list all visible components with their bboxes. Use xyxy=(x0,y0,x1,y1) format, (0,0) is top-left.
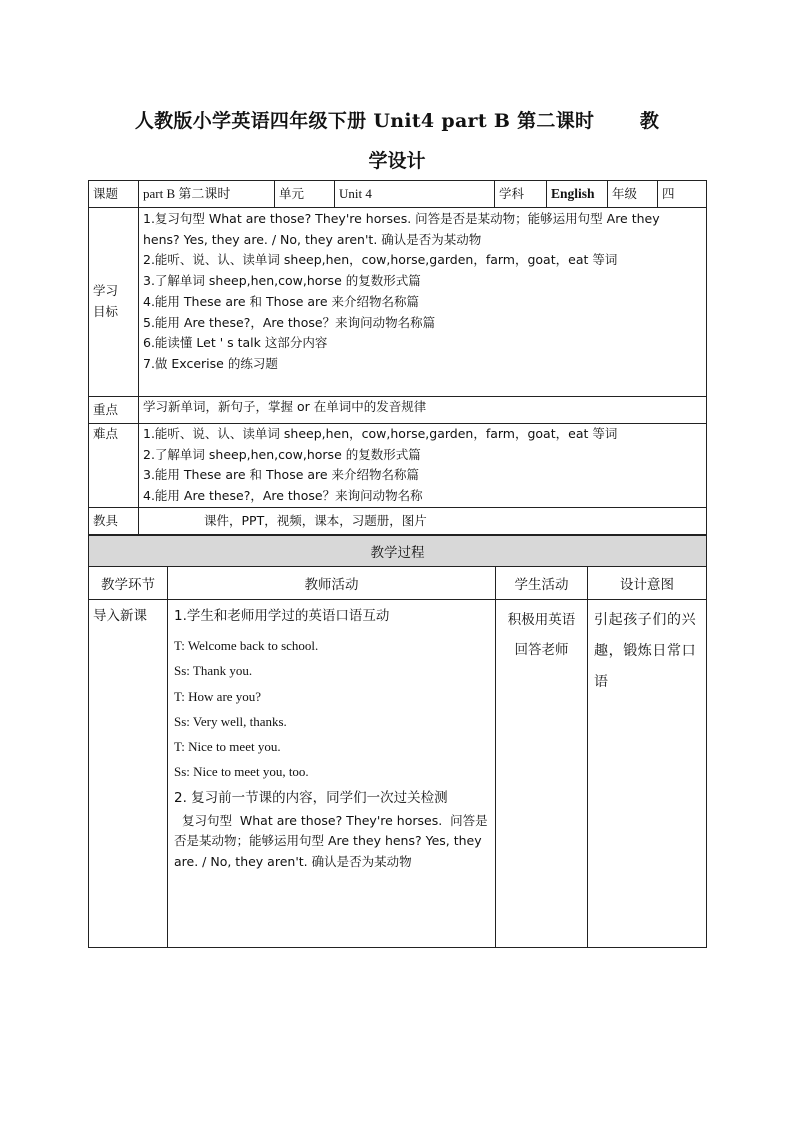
header-intent: 设计意图 xyxy=(588,567,707,600)
goals-label xyxy=(89,208,139,397)
unit-label: 单元 xyxy=(275,181,335,208)
dialogue-line: Ss: Very well, thanks. xyxy=(174,713,287,729)
grade-label: 年级 xyxy=(608,181,658,208)
difficult-line: 3.能用 These are 和 Those are 来介绍物名称篇 xyxy=(143,467,420,483)
review-line: 复习句型 What are those? They're horses. 问答是 xyxy=(174,812,488,828)
difficult-label: 难点 xyxy=(89,424,139,508)
goals-label-line-2: 目标 xyxy=(93,304,119,319)
dialogue-line: T: Welcome back to school. xyxy=(174,638,319,653)
tools-label: 教具 xyxy=(89,508,139,535)
header-student: 学生活动 xyxy=(496,567,588,600)
tools-value: 课件，PPT，视频，课本，习题册，图片 xyxy=(139,508,707,535)
student-activity-cell xyxy=(496,600,588,948)
intent-line: 趣，锻炼日常口 xyxy=(594,643,697,659)
goal-line: 6.能读懂 Let ' s talk 这部分内容 xyxy=(143,335,328,351)
intent-line: 引起孩子们的兴 xyxy=(594,612,697,628)
document-title-line-1: 人教版小学英语四年级下册 Unit4 part B 第二课时 教 xyxy=(134,110,660,132)
intent-line: 语 xyxy=(594,674,609,690)
difficult-content xyxy=(139,424,707,508)
goals-label-line-1: 学习 xyxy=(93,283,119,299)
goal-line: 4.能用 These are 和 Those are 来介绍物名称篇 xyxy=(143,293,420,309)
difficult-line: 2.了解单词 sheep,hen,cow,horse 的复数形式篇 xyxy=(143,446,421,462)
goal-line: 3.了解单词 sheep,hen,cow,horse 的复数形式篇 xyxy=(143,273,421,289)
dialogue-line: Ss: Thank you. xyxy=(174,663,253,679)
design-intent-cell xyxy=(588,600,707,948)
document-title-line-2: 学设计 xyxy=(368,150,426,172)
info-row-goals xyxy=(89,208,707,397)
info-row-difficult xyxy=(89,424,707,508)
goals-content xyxy=(139,208,707,397)
process-banner: 教学过程 xyxy=(89,536,707,567)
dialogue-line: Ss: Nice to meet you, too. xyxy=(174,764,309,780)
dialogue-line: T: Nice to meet you. xyxy=(174,739,281,755)
goal-line: 5.能用 Are these?，Are those？来询问动物名称篇 xyxy=(143,314,436,330)
teacher-step-1: 1.学生和老师用学过的英语口语互动 xyxy=(174,608,390,624)
student-line: 积极用英语 xyxy=(507,612,576,628)
teacher-activity-cell xyxy=(168,600,496,948)
goal-line: hens? Yes, they are. / No, they aren't. 确认是否为某动物 xyxy=(143,231,482,247)
student-line: 回答老师 xyxy=(514,642,569,658)
stage-cell: 导入新课 xyxy=(89,600,168,948)
subject-label: 学科 xyxy=(495,181,547,208)
review-line: are. / No, they aren't. 确认是否为某动物 xyxy=(174,853,412,869)
lesson-info-table xyxy=(88,180,707,535)
course-value: part B 第二课时 xyxy=(139,181,275,208)
info-row-key xyxy=(89,397,707,424)
process-banner-row xyxy=(89,536,707,567)
goal-line: 2.能听、说、认、读单词 sheep,hen，cow,horse,garden，farm，goat，eat 等词 xyxy=(143,252,618,268)
difficult-line: 1.能听、说、认、读单词 sheep,hen，cow,horse,garden，farm，goat，eat 等词 xyxy=(143,426,618,441)
goal-line: 1.复习句型 What are those? They're horses. 问答是否是某动物；能够运用句型 Are they xyxy=(143,211,660,226)
info-row-course xyxy=(89,181,707,208)
review-line: 否是某动物；能够运用句型 Are they hens? Yes, they xyxy=(174,833,482,849)
difficult-line: 4.能用 Are these?，Are those？来询问动物名称 xyxy=(143,488,423,504)
key-label: 重点 xyxy=(89,397,139,424)
goal-line: 7.做 Excerise 的练习题 xyxy=(143,355,278,371)
unit-value: Unit 4 xyxy=(335,181,495,208)
teacher-step-2: 2. 复习前一节课的内容，同学们一次过关检测 xyxy=(174,789,448,806)
header-teacher: 教师活动 xyxy=(168,567,496,600)
course-label: 课题 xyxy=(89,181,139,208)
subject-value: English xyxy=(547,181,608,208)
grade-value: 四 xyxy=(658,181,707,208)
dialogue-line: T: How are you? xyxy=(174,688,262,704)
info-row-tools xyxy=(89,508,707,535)
key-value: 学习新单词，新句子，掌握 or 在单词中的发音规律 xyxy=(139,397,707,424)
process-header-row xyxy=(89,567,707,600)
process-row-intro xyxy=(89,600,707,948)
header-stage: 教学环节 xyxy=(89,567,168,600)
teaching-process-table xyxy=(88,535,707,948)
